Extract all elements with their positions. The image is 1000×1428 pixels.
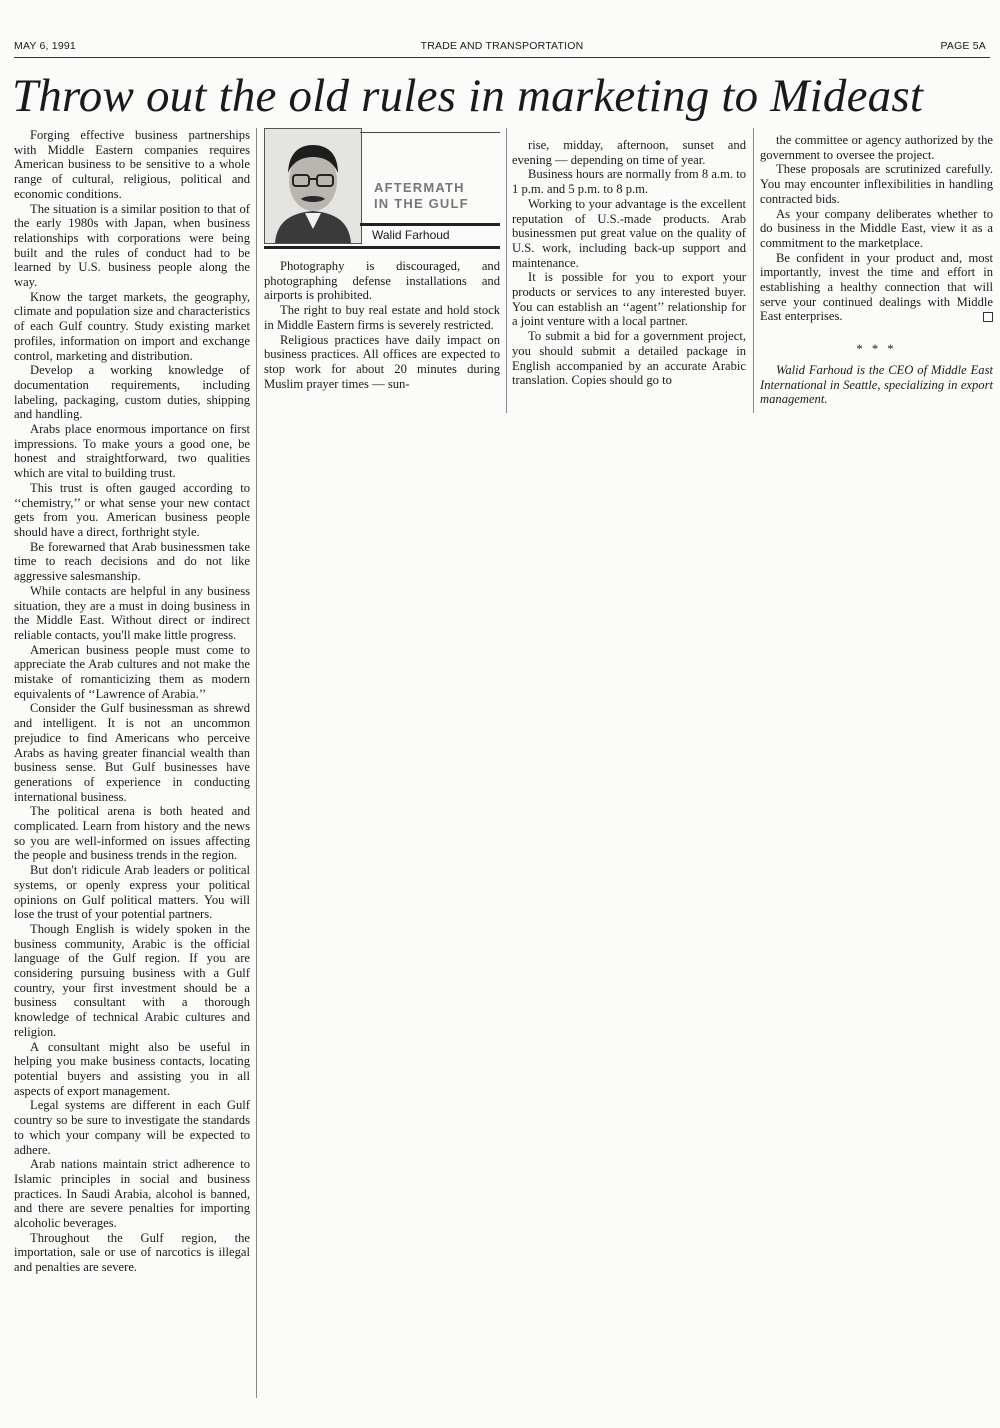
paragraph: It is possible for you to export your products or services to any interested buyer. You can establish an ‘‘agent’’ relationship for a joint venture with a local partner. <box>512 270 746 329</box>
section-name: TRADE AND TRANSPORTATION <box>420 40 584 52</box>
column-divider <box>256 128 257 1398</box>
paragraph: The situation is a similar position to that of the early 1980s with Japan, when business relationships with corporations were being built and the rules of conduct had to be learned by U.S. business people along the way. <box>14 201 250 290</box>
paragraph: The political arena is both heated and complicated. Learn from history and the news so you are well-informed on issues affecting the people and business trends in the region. <box>14 804 250 863</box>
article-column-3 <box>512 138 746 388</box>
paragraph: To submit a bid for a government project, you should submit a detailed package in English accompanied by an accurate Arabic translation. Copies should go to <box>512 329 746 388</box>
paragraph: A consultant might also be useful in helping you make business contacts, locating potential buyers and assisting you in all aspects of export management. <box>14 1039 250 1098</box>
paragraph: Legal systems are different in each Gulf country so be sure to investigate the standards to which your company will be expected to adhere. <box>14 1098 250 1157</box>
paragraph: As your company deliberates whether to do business in the Middle East, view it as a commitment to the marketplace. <box>760 206 993 250</box>
kicker-line-2: IN THE GULF <box>374 196 469 211</box>
column-divider <box>506 128 507 413</box>
paragraph: Be forewarned that Arab businessmen take time to reach decisions and do not like aggressive salesmanship. <box>14 539 250 584</box>
end-of-article-mark <box>983 312 993 322</box>
paragraph: Religious practices have daily impact on business practices. All offices are expected to stop work for about 20 minutes during Muslim prayer times — sun- <box>264 332 500 391</box>
article-column-1 <box>14 128 250 1275</box>
column-signature <box>264 128 500 256</box>
paragraph: American business people must come to appreciate the Arab cultures and not make the mistake of romanticizing them as modern equivalents of ‘‘Lawrence of Arabia.’’ <box>14 642 250 701</box>
paragraph: This trust is often gauged according to ‘‘chemistry,’’ or what sense your new contact gets from you. American business people should have a direct, forthright style. <box>14 480 250 539</box>
column-kicker <box>374 180 469 212</box>
paragraph: The right to buy real estate and hold stock in Middle Eastern firms is severely restricted. <box>264 303 500 332</box>
kicker-line-1: AFTERMATH <box>374 180 465 195</box>
headline: Throw out the old rules in marketing to Mideast <box>12 70 924 122</box>
byline-rule <box>360 223 500 226</box>
paragraph: Photography is discouraged, and photographing defense installations and airports is prohibited. <box>264 259 500 303</box>
paragraph: But don't ridicule Arab leaders or political systems, or openly express your political opinions on Gulf political matters. You will lose the trust of your potential partners. <box>14 863 250 922</box>
signature-bottom-rule <box>264 246 500 249</box>
author-photo <box>264 128 362 244</box>
signature-top-rule <box>360 132 500 133</box>
paragraph: Forging effective business partnerships with Middle Eastern companies requires American business to be sensitive to a whole range of cultural, religious, political and economic conditions. <box>14 128 250 201</box>
section-separator: * * * <box>856 342 897 357</box>
paragraph: While contacts are helpful in any business situation, they are a must in doing business in the Middle East. Without direct or indirect reliable contacts, you'll make little progress. <box>14 583 250 642</box>
paragraph: Business hours are normally from 8 a.m. to 1 p.m. and 5 p.m. to 8 p.m. <box>512 167 746 197</box>
paragraph: Arabs place enormous importance on first impressions. To make yours a good one, be honest and straightforward, two qualities which are vital to building trust. <box>14 422 250 481</box>
paragraph: Though English is widely spoken in the business community, Arabic is the official language of the Gulf region. If you are considering pursuing business with a Gulf country, your first investment should be a business consultant with a thorough knowledge of technical Arabic cultures and religion. <box>14 921 250 1039</box>
column-4-body <box>760 133 993 324</box>
paragraph: Consider the Gulf businessman as shrewd and intelligent. It is not an uncommon prejudice to find Americans who perceive Arabs as having greater financial wealth than business sense. But Gulf businesses have generations of experience in conducting international business. <box>14 701 250 804</box>
paragraph: the committee or agency authorized by the government to oversee the project. <box>760 133 993 162</box>
paragraph: These proposals are scrutinized carefully. You may encounter inflexibilities in handling contracted bids. <box>760 162 993 206</box>
author-bio: Walid Farhoud is the CEO of Middle East International in Seattle, specializing in export management. <box>760 362 993 407</box>
article-column-4 <box>760 133 993 407</box>
paragraph: Develop a working knowledge of documentation requirements, including labeling, packaging, custom duties, shipping and handling. <box>14 363 250 422</box>
paragraph: Working to your advantage is the excellent reputation of U.S.-made products. Arab businessmen put great value on the quality of U.S. work, including back-up support and maintenance. <box>512 196 746 270</box>
article-column-2 <box>264 259 500 391</box>
page-header <box>14 38 990 54</box>
page-number: PAGE 5A <box>940 40 986 52</box>
paragraph: rise, midday, afternoon, sunset and evening — depending on time of year. <box>512 138 746 167</box>
byline: Walid Farhoud <box>372 228 450 242</box>
paragraph: Be confident in your product and, most importantly, invest the time and effort in establishing a healthy connection that will serve your continued dealings with Middle East enterprises. <box>760 250 993 324</box>
paragraph: Arab nations maintain strict adherence to Islamic principles in social and business practices. In Saudi Arabia, alcohol is banned, and there are severe penalties for importing alcoholic beverages. <box>14 1157 250 1231</box>
column-divider <box>753 128 754 413</box>
paragraph: Know the target markets, the geography, climate and population size and characteristics of each Gulf country. Study existing market profiles, information on import and exchange control, marketing and distribution. <box>14 289 250 363</box>
paragraph: Throughout the Gulf region, the importation, sale or use of narcotics is illegal and penalties are severe. <box>14 1230 250 1275</box>
header-rule <box>14 57 990 58</box>
issue-date: MAY 6, 1991 <box>14 40 76 52</box>
